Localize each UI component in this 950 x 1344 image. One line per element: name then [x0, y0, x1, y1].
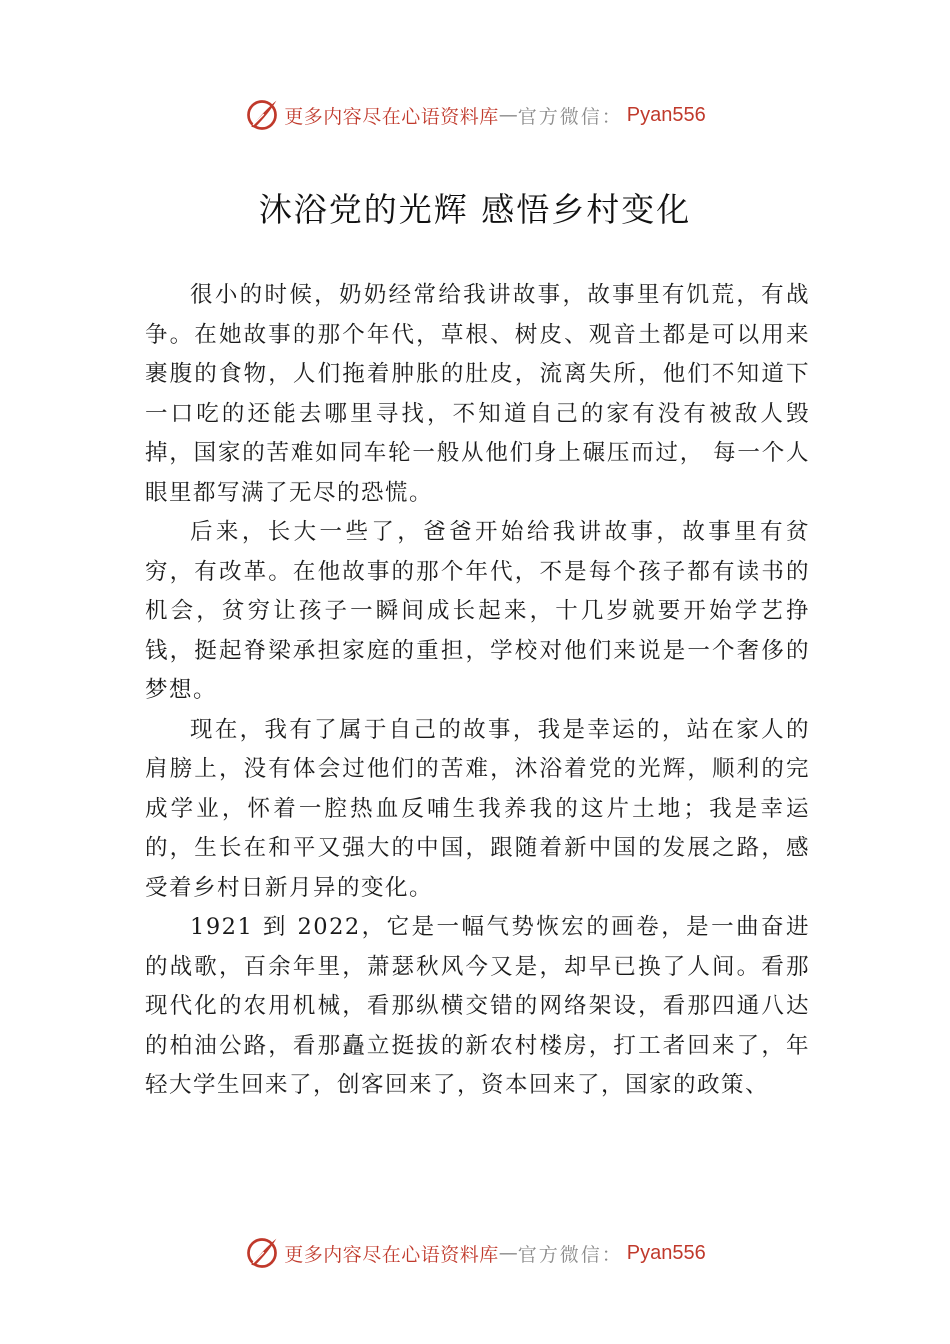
watermark-dash: — — [498, 104, 518, 126]
quill-pen-logo-icon — [244, 1235, 280, 1271]
watermark-wechat-id: Pyan556 — [626, 1241, 706, 1264]
watermark-brand-text: 更多内容尽在心语资料库 — [284, 1243, 499, 1266]
paragraph: 后来，长大一些了，爸爸开始给我讲故事，故事里有贫穷，有改革。在他故事的那个年代，不是每个孩子都有读书的机会，贫穷让孩子一瞬间成长起来，十几岁就要开始学艺挣钱，挺起脊梁承担家庭的重担，学校对他们来说是一个奢侈的梦想。 — [145, 519, 810, 703]
paragraph: 1921 到 2022，它是一幅气势恢宏的画卷，是一曲奋进的战歌，百余年里，萧瑟秋风今又是，却早已换了人间。看那现代化的农用机械，看那纵横交错的网络架设，看那四通八达的柏油公路，看那矗立挺拔的新农村楼房，打工者回来了，年轻大学生回来了，创客回来了，资本回来了，国家的政策、 — [145, 914, 810, 1098]
paragraph: 现在，我有了属于自己的故事，我是幸运的，站在家人的肩膀上，没有体会过他们的苦难，沐浴着党的光辉，顺利的完成学业，怀着一腔热血反哺生我养我的这片土地；我是幸运的，生长在和平又强大的中国，跟随着新中国的发展之路，感受着乡村日新月异的变化。 — [145, 716, 810, 901]
quill-pen-logo-icon — [244, 97, 280, 133]
paragraph: 很小的时候，奶奶经常给我讲故事，故事里有饥荒，有战争。在她故事的那个年代，草根、树皮、观音土都是可以用来裹腹的食物，人们拖着肿胀的肚皮，流离失所，他们不知道下一口吃的还能去哪里寻找，不知道自己的家有没有被敌人毁掉，国家的苦难如同车轮一般从他们身上碾压而过， 每一个人眼里都写满了无尽的恐慌。 — [145, 282, 810, 506]
watermark-dash: — — [498, 1242, 518, 1264]
watermark-brand-text: 更多内容尽在心语资料库 — [284, 105, 499, 128]
footer-watermark — [0, 1233, 950, 1273]
document-title: 沐浴党的光辉 感悟乡村变化 — [258, 190, 692, 229]
watermark-wechat-id: Pyan556 — [626, 103, 706, 126]
watermark-wechat-label: 官方微信： — [517, 1243, 623, 1266]
watermark-wechat-label: 官方微信： — [517, 105, 623, 128]
document-body — [145, 276, 810, 1106]
header-watermark — [0, 95, 950, 135]
